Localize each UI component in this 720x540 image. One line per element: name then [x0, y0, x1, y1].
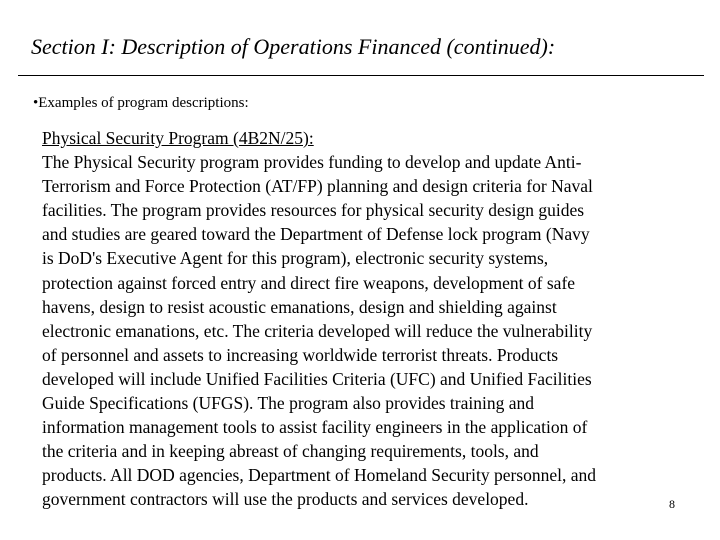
body-line: products. All DOD agencies, Department of Homeland Security personnel, and [42, 465, 597, 486]
body-line: information management tools to assist facility engineers in the application of [42, 417, 588, 438]
body-line: of personnel and assets to increasing worldwide terrorist threats. Products [42, 344, 559, 365]
body-line: Terrorism and Force Protection (AT/FP) planning and design criteria for Naval [42, 176, 593, 197]
body-line: developed will include Unified Facilities Criteria (UFC) and Unified Facilities [42, 368, 592, 389]
program-heading: Physical Security Program (4B2N/25): [42, 128, 314, 148]
body-line: The Physical Security program provides funding to develop and update Anti- [42, 152, 582, 173]
slide-title: Section I: Description of Operations Financed (continued): [31, 34, 556, 59]
bullet-text: •Examples of program descriptions: [33, 95, 249, 111]
body-line: government contractors will use the products and services developed. [42, 489, 529, 510]
body-line: Guide Specifications (UFGS). The program also provides training and [42, 393, 535, 414]
body-line: havens, design to resist acoustic emanations, design and shielding against [42, 296, 557, 317]
body-line: protection against forced entry and direct fire weapons, development of safe [42, 272, 576, 293]
body-line: and studies are geared toward the Department of Defense lock program (Navy [42, 224, 590, 245]
page-number: 8 [669, 497, 675, 511]
program-description [42, 126, 710, 512]
body-line: is DoD's Executive Agent for this program), electronic security systems, [42, 248, 549, 269]
title-divider [18, 75, 704, 76]
body-line: facilities. The program provides resources for physical security design guides [42, 200, 585, 221]
body-line: the criteria and in keeping abreast of changing requirements, tools, and [42, 441, 539, 462]
body-line: electronic emanations, etc. The criteria developed will reduce the vulnerability [42, 320, 593, 341]
